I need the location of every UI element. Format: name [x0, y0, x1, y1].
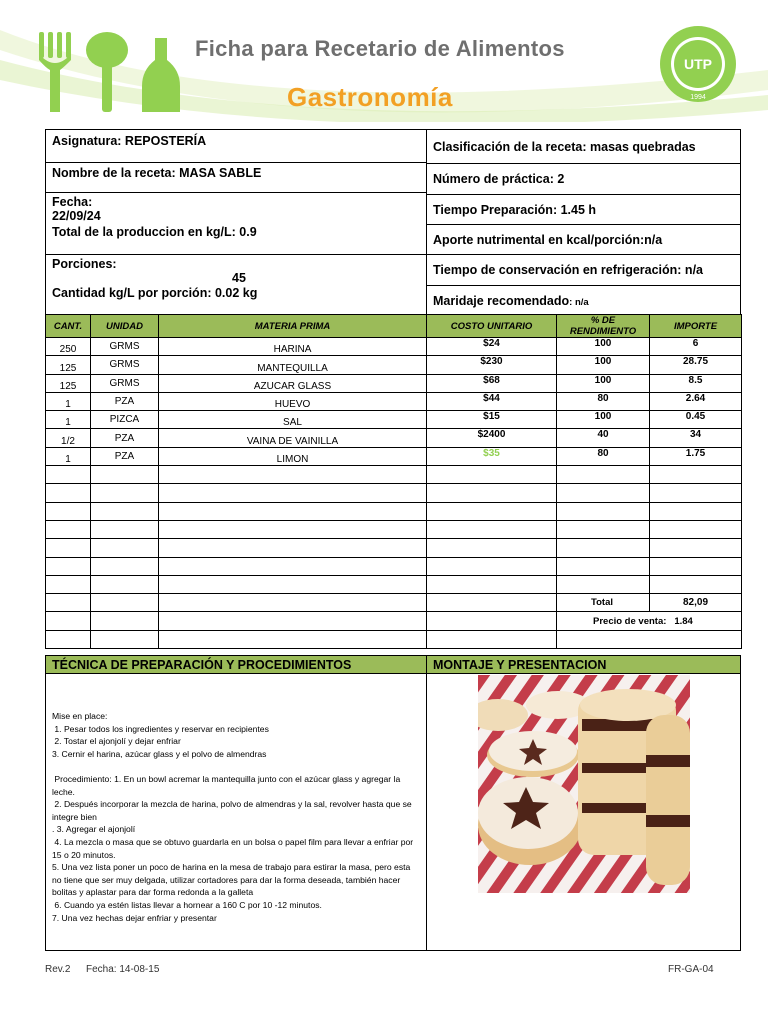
cantidad-porcion-text: Cantidad kg/L por porción: 0.02 kg: [52, 286, 258, 300]
fork-icon: [36, 32, 74, 112]
col-rendimiento: % DE RENDIMIENTO: [557, 315, 650, 338]
cell-unidad: PZA: [91, 429, 159, 447]
cell-rendimiento: 100: [557, 338, 650, 356]
page-subtitle: Gastronomía: [287, 82, 453, 112]
cell-rendimiento: 80: [557, 392, 650, 410]
table-row: [46, 392, 742, 410]
cell-importe: 8.5: [650, 374, 742, 392]
cell-cant: 1: [46, 447, 91, 465]
cell-importe: 1.75: [650, 447, 742, 465]
cell-materia: HARINA: [159, 338, 427, 356]
precio-venta-value: 1.84: [674, 615, 693, 627]
col-unidad: UNIDAD: [91, 315, 159, 338]
cell-cant: 1: [46, 411, 91, 429]
footer-code: FR-GA-04: [668, 964, 714, 975]
fecha-value: 22/09/24: [52, 209, 101, 223]
cell-unidad: GRMS: [91, 338, 159, 356]
section-divider: [426, 656, 427, 950]
procedure-text: Mise en place: 1. Pesar todos los ingredientes y reservar en recipientes 2. Tostar el ajonjolí y dejar enfriar 3. Cernir el harina, azúcar glass y el polvo de almendras Procedimiento: 1. En un bowl acremar la mantequilla junto con el azúcar glass y agregar la leche. 2. Después incorporar la mezcla de harina, polvo de almendras y la sal, revolver hasta que se integre bien . 3. Agregar el ajonjolí 4. La mezcla o masa que se obtuvo guardarla en un bolsa o papel film para llevar a enfriar por 15 o 20 minutos. 5. Una vez lista poner un poco de harina en la mesa de trabajo para estirar la masa, pero esta no tiene que ser muy delgada, utilizar cortadores para dar la forma deseada, también hacer bolitas y aplastar para dar forma redonda a la galleta 6. Cuando ya estén listas llevar a hornear a 160 C por 10 -12 minutos. 7. Una vez hechas dejar enfriar y presentar: [52, 711, 414, 923]
table-row-empty: [46, 466, 742, 484]
table-row-empty: [46, 484, 742, 502]
cell-importe: 0.45: [650, 411, 742, 429]
total-produccion-text: Total de la produccion en kg/L: 0.9: [52, 225, 257, 239]
col-importe: IMPORTE: [650, 315, 742, 338]
cell-unidad: PZA: [91, 392, 159, 410]
spoon-icon: [84, 32, 130, 112]
table-row-empty: [46, 630, 742, 648]
table-row: [46, 338, 742, 356]
cell-unidad: PZA: [91, 447, 159, 465]
cantidad-porcion: [46, 285, 426, 315]
clasificacion-text: Clasificación de la receta: masas quebradas: [433, 140, 696, 154]
cell-materia: AZUCAR GLASS: [159, 374, 427, 392]
table-row-empty: [46, 557, 742, 575]
cell-materia: VAINA DE VAINILLA: [159, 429, 427, 447]
precio-venta: [557, 612, 742, 630]
cell-cant: 250: [46, 338, 91, 356]
table-header-row: [46, 315, 742, 338]
cell-materia: LIMON: [159, 447, 427, 465]
table-precio-row: [46, 612, 742, 630]
col-materia-prima: MATERIA PRIMA: [159, 315, 427, 338]
cell-importe: 28.75: [650, 356, 742, 374]
asignatura: [46, 130, 426, 162]
info-left-column: [46, 130, 427, 314]
table-row: [46, 447, 742, 465]
table-row: [46, 429, 742, 447]
cell-materia: HUEVO: [159, 392, 427, 410]
bottle-icon: [138, 38, 184, 112]
total-value: 82,09: [650, 594, 742, 612]
cell-rendimiento: 100: [557, 374, 650, 392]
university-logo: [650, 24, 746, 104]
cell-cant: 1: [46, 392, 91, 410]
cell-importe: 34: [650, 429, 742, 447]
cell-rendimiento: 100: [557, 411, 650, 429]
total-produccion: [46, 224, 426, 254]
nombre-receta-text: Nombre de la receta: MASA SABLE: [52, 166, 262, 180]
maridaje: [427, 285, 740, 315]
table-row: [46, 374, 742, 392]
col-costo-unitario: COSTO UNITARIO: [427, 315, 557, 338]
aporte-nutrimental: [427, 224, 740, 254]
cell-costo: $44: [427, 392, 557, 410]
ingredients-table: [45, 314, 742, 649]
numero-practica-text: Número de práctica: 2: [433, 172, 565, 186]
cookies-photo: [478, 675, 690, 893]
cell-costo: $230: [427, 356, 557, 374]
cell-costo: $35: [427, 447, 557, 465]
tiempo-conservacion: [427, 254, 740, 285]
cell-unidad: PIZCA: [91, 411, 159, 429]
table-total-row: [46, 594, 742, 612]
table-row-empty: [46, 520, 742, 538]
porciones-label: Porciones:: [52, 257, 117, 271]
footer-fecha: Fecha: 14-08-15: [86, 964, 160, 975]
nombre-receta: [46, 162, 426, 192]
svg-text:1994: 1994: [690, 94, 706, 101]
table-row: [46, 356, 742, 374]
total-label: Total: [557, 594, 650, 612]
cell-costo: $15: [427, 411, 557, 429]
procedure-section: [45, 655, 741, 951]
cell-cant: 1/2: [46, 429, 91, 447]
recipe-info: [45, 129, 741, 315]
table-row-empty: [46, 502, 742, 520]
cell-costo: $68: [427, 374, 557, 392]
cell-rendimiento: 100: [557, 356, 650, 374]
cell-materia: MANTEQUILLA: [159, 356, 427, 374]
clasificacion: [427, 130, 740, 164]
cell-cant: 125: [46, 374, 91, 392]
table-row-empty: [46, 575, 742, 593]
fecha-label: Fecha:: [52, 195, 93, 209]
col-cant: CANT.: [46, 315, 91, 338]
fecha: [46, 192, 426, 224]
cell-unidad: GRMS: [91, 374, 159, 392]
tecnica-heading: TÉCNICA DE PREPARACIÓN Y PROCEDIMIENTOS: [46, 656, 427, 674]
cell-cant: 125: [46, 356, 91, 374]
asignatura-text: Asignatura: REPOSTERÍA: [52, 134, 207, 148]
tiempo-preparacion-text: Tiempo Preparación: 1.45 h: [433, 203, 597, 217]
footer-rev: Rev.2: [45, 964, 71, 975]
precio-venta-label: Precio de venta:: [593, 615, 667, 627]
tiempo-conservacion-text: Tiempo de conservación en refrigeración: n/a: [433, 263, 703, 277]
page-title: Ficha para Recetario de Alimentos: [195, 36, 565, 61]
cell-costo: $24: [427, 338, 557, 356]
maridaje-label: Maridaje recomendado: [433, 294, 570, 308]
maridaje-value: : n/a: [569, 297, 589, 308]
table-row-empty: [46, 539, 742, 557]
svg-text:UTP: UTP: [684, 56, 712, 72]
cell-materia: SAL: [159, 411, 427, 429]
porciones-value: 45: [232, 271, 246, 285]
cell-costo: $2400: [427, 429, 557, 447]
cell-rendimiento: 40: [557, 429, 650, 447]
table-row: [46, 411, 742, 429]
cell-rendimiento: 80: [557, 447, 650, 465]
montaje-heading: MONTAJE Y PRESENTACION: [427, 656, 740, 674]
tiempo-preparacion: [427, 194, 740, 224]
cell-unidad: GRMS: [91, 356, 159, 374]
aporte-nutrimental-text: Aporte nutrimental en kcal/porción:n/a: [433, 233, 663, 247]
numero-practica: [427, 163, 740, 194]
page-header: [0, 0, 768, 122]
porciones: [46, 254, 426, 286]
cell-importe: 6: [650, 338, 742, 356]
cell-importe: 2.64: [650, 392, 742, 410]
info-right-column: [427, 130, 740, 314]
